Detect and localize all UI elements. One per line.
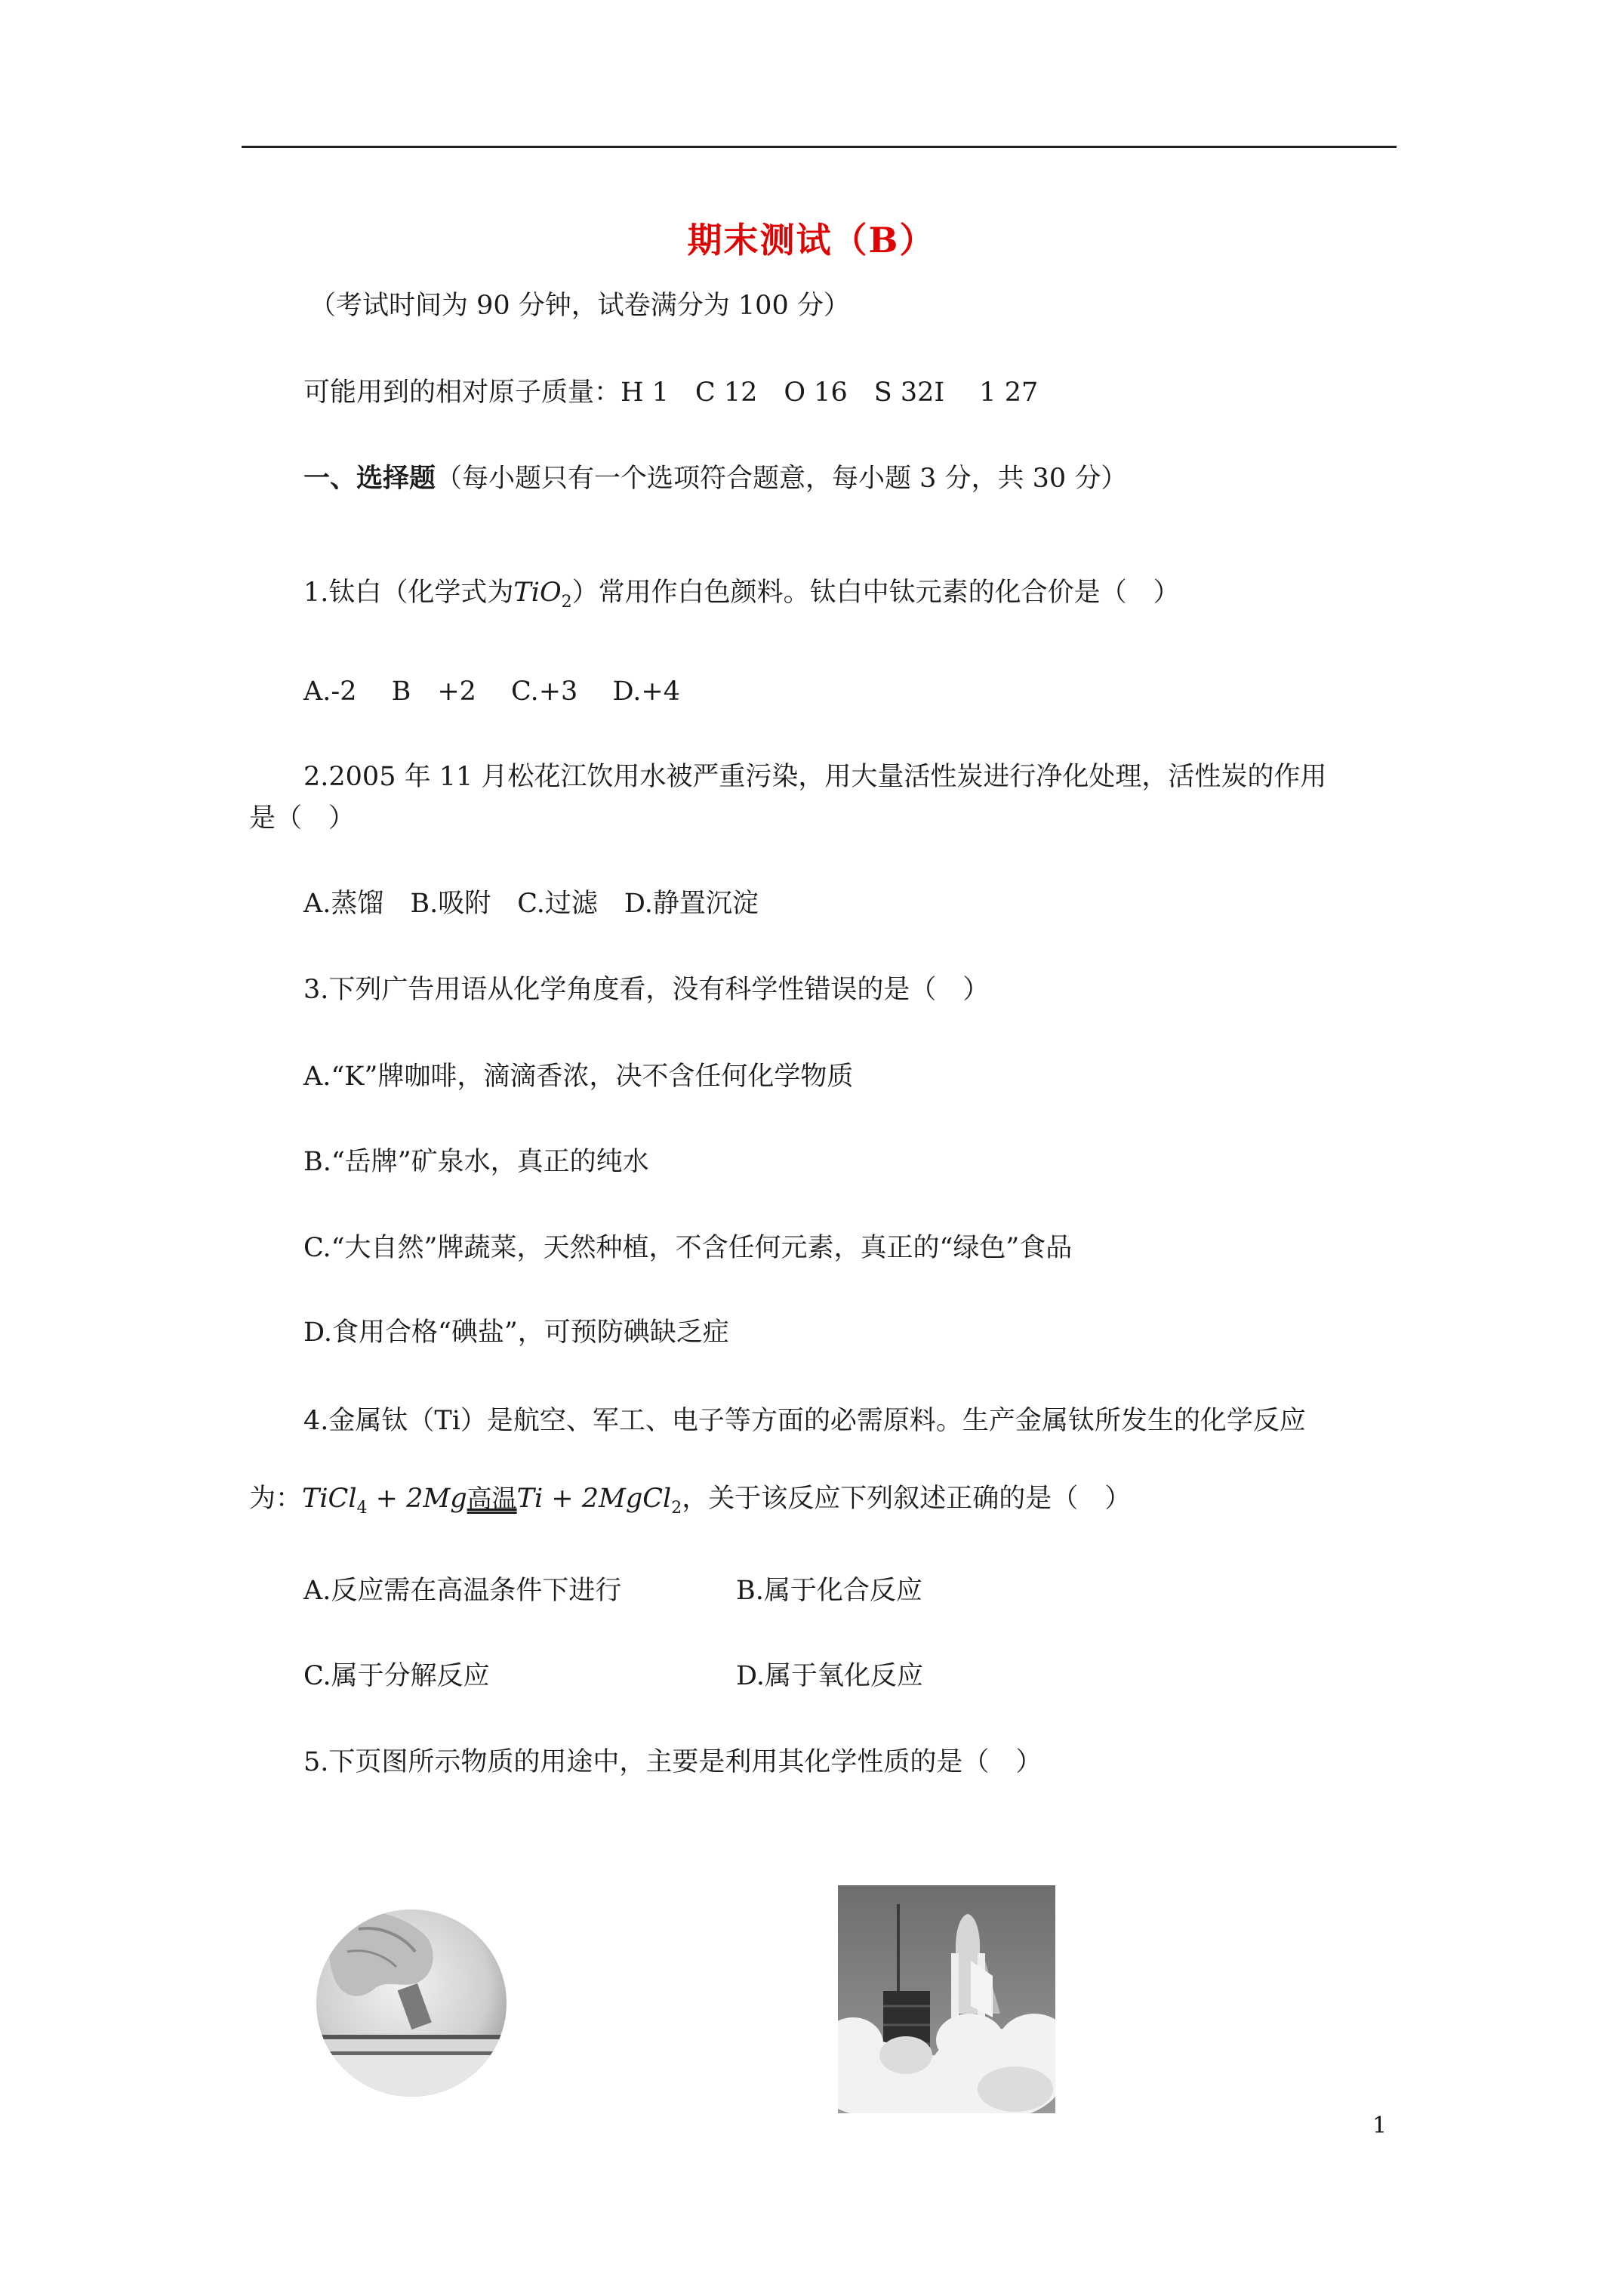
section-note: （每小题只有一个选项符合题意，每小题 3 分，共 30 分） (436, 464, 1128, 494)
q1-post: ）常用作白色颜料。钛白中钛元素的化合价是（ ） (571, 578, 1180, 608)
q1-pre: 1.钛白（化学式为 (303, 578, 514, 608)
q3-option-d: D.食用合格“碘盐”，可预防碘缺乏症 (303, 1318, 729, 1348)
q4-post: ，关于该反应下列叙述正确的是（ ） (682, 1484, 1132, 1514)
header-rule (242, 146, 1397, 148)
q2-stem-line1: 2.2005 年 11 月松花江饮用水被严重污染，用大量活性炭进行净化处理，活性炭的作用 (303, 762, 1327, 792)
page-title: 期末测试（B） (687, 220, 936, 260)
exam-info: （考试时间为 90 分钟，试卷满分为 100 分） (310, 291, 850, 321)
atomic-masses: 可能用到的相对原子质量：H 1 C 12 O 16 S 32I 1 27 (303, 378, 1039, 408)
q3-option-a: A.“K”牌咖啡，滴滴香浓，决不含任何化学物质 (303, 1062, 854, 1092)
q3-option-c: C.“大自然”牌蔬菜，天然种植，不含任何元素，真正的“绿色”食品 (303, 1233, 1073, 1263)
reaction-condition: 高温 (467, 1484, 517, 1513)
reaction-equation: TiCl$_4$ + 2Mg高温Ti + 2MgCl$_2$ (302, 1484, 682, 1518)
q4-stem-line2 (249, 1481, 1131, 1527)
tio2-formula: TiO$_2$ (513, 578, 572, 612)
q4-wei: 为： (249, 1484, 303, 1514)
scratching-glass-image (313, 1906, 510, 2099)
q2-options: A.蒸馏 B.吸附 C.过滤 D.静置沉淀 (303, 889, 759, 919)
q3-stem: 3.下列广告用语从化学角度看，没有科学性错误的是（ ） (303, 975, 990, 1005)
q5-stem: 5.下页图所示物质的用途中，主要是利用其化学性质的是（ ） (303, 1747, 1042, 1777)
q4-stem-line1: 4.金属钛（Ti）是航空、军工、电子等方面的必需原料。生产金属钛所发生的化学反应 (303, 1406, 1306, 1436)
section-heading (303, 461, 1127, 497)
q1-options: A.-2 B +2 C.+3 D.+4 (303, 676, 680, 707)
q4-option-a: A.反应需在高温条件下进行 (303, 1576, 622, 1606)
q2-stem-line2: 是（ ） (249, 803, 356, 834)
question-1 (303, 575, 1180, 621)
page-number: 1 (1372, 2113, 1387, 2139)
q4-option-b: B.属于化合反应 (736, 1576, 922, 1606)
section-label: 一、选择题 (303, 463, 436, 494)
q4-option-c: C.属于分解反应 (303, 1661, 490, 1691)
q3-option-b: B.“岳牌”矿泉水，真正的纯水 (303, 1147, 649, 1177)
q4-option-d: D.属于氧化反应 (736, 1661, 923, 1691)
space-shuttle-launch-image (838, 1885, 1055, 2113)
